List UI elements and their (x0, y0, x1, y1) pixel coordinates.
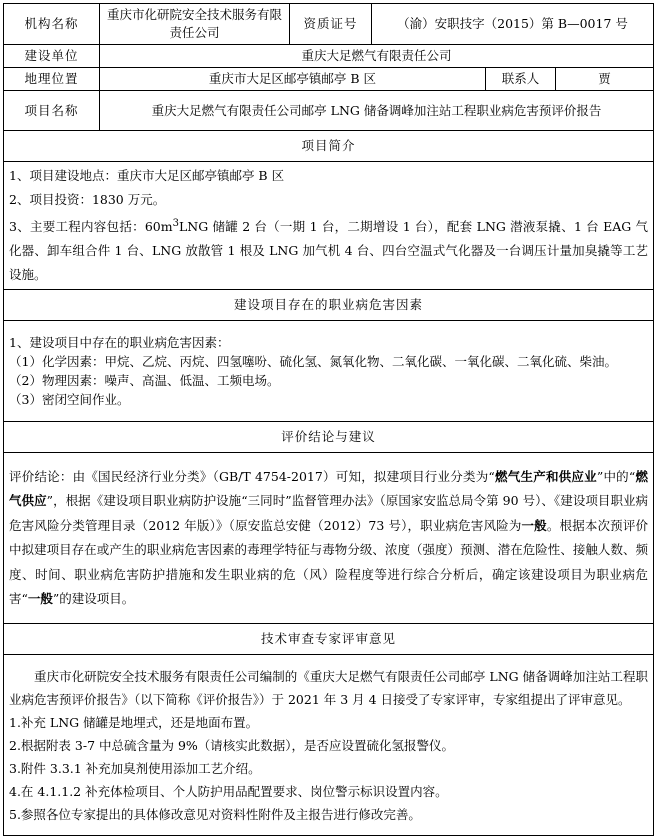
contact-label: 联系人 (486, 68, 556, 91)
location-value: 重庆市大足区邮亭镇邮亭 B 区 (100, 68, 486, 91)
builder-value: 重庆大足燃气有限责任公司 (100, 45, 654, 68)
intro-line-3: 3、主要工程内容包括：$60m^3LNG$ 储罐 2 台（一期 1 台，二期增设 1 台），配套 LNG 潜液泵撬、1 台 EAG 气化器、卸车组合件 1 台、LNG 放散管 1 根及 LNG 加气机 4 台、四台空温式气化器及一台调压计量加臭撬等工艺设施。 (9, 218, 649, 283)
row-hazards-heading (4, 290, 654, 321)
intro-line-1: 1、项目建设地点：重庆市大足区邮亭镇邮亭 B 区 (9, 168, 285, 183)
org-label: 机构名称 (4, 4, 100, 45)
hazards-body (4, 321, 654, 422)
project-label: 项目名称 (4, 91, 100, 131)
row-review-heading (4, 624, 654, 655)
intro-line-2: 2、项目投资：1830 万元。 (9, 192, 166, 207)
row-builder (4, 45, 654, 68)
cert-value: （渝）安职技字（2015）第 B—0017 号 (372, 4, 654, 45)
intro-body (4, 162, 654, 290)
project-info-table (3, 3, 654, 836)
conclusion-paragraph: 评价结论：由《国民经济行业分类》（GB/T 4754-2017）可知，拟建项目行业分类为“燃气生产和供应业”中的“燃气供应”，根据《建设项目职业病防护设施“三同时”监督管理办法》（原国家安监总局令第 90 号）、《建设项目职业病危害风险分类管理目录（2012 年版）》（原安监总安健（2012）73 号），职业病危害风险为一般。根据本次预评价中拟建项目存在或产生的职业病危害因素的毒理学特征与毒物分级、浓度（强度）预测、潜在危险性、接触人数、频度、时间、职业病危害防护措施和发生职业病的危（风）险程度等进行综合分析后，确定该建设项目为职业病危害“一般”的建设项目。 (9, 468, 649, 607)
project-value: 重庆大足燃气有限责任公司邮亭 LNG 储备调峰加注站工程职业病危害预评价报告 (100, 91, 654, 131)
org-value: 重庆市化研院安全技术服务有限责任公司 (100, 4, 290, 45)
intro-heading: 项目简介 (4, 131, 654, 162)
row-intro-heading (4, 131, 654, 162)
row-conclusion-heading (4, 422, 654, 453)
hazards-line-1: 1、建设项目中存在的职业病危害因素： (9, 335, 230, 351)
hazards-line-3: （2）物理因素：噪声、高温、低温、工频电场。 (9, 373, 280, 389)
review-intro: 重庆市化研院安全技术服务有限责任公司编制的《重庆大足燃气有限责任公司邮亭 LNG 储备调峰加注站工程职业病危害预评价报告》（以下简称《评价报告》）于 2021 年 3 月 4 日接受了专家评审，专家组提出了评审意见。 (9, 668, 649, 707)
contact-value: 贾 (556, 68, 654, 91)
builder-label: 建设单位 (4, 45, 100, 68)
review-item-3: 3.附件 3.3.1 补充加臭剂使用添加工艺介绍。 (9, 760, 261, 776)
row-conclusion-body (4, 453, 654, 624)
hazard-class: 一般 (27, 591, 53, 607)
row-review-body (4, 655, 654, 836)
review-item-2: 2.根据附表 3-7 中总硫含量为 9%（请核实此数据），是否应设置硫化氢报警仪。 (9, 737, 455, 753)
review-body (4, 655, 654, 836)
industry-subcategory: 燃气供应 (9, 468, 649, 509)
cert-label: 资质证号 (290, 4, 372, 45)
location-label: 地理位置 (4, 68, 100, 91)
review-item-5: 5.参照各位专家提出的具体修改意见对资料性附件及主报告进行修改完善。 (9, 806, 421, 822)
row-project-name (4, 91, 654, 131)
row-location (4, 68, 654, 91)
review-item-4: 4.在 4.1.1.2 补充体检项目、个人防护用品配置要求、岗位警示标识设置内容。 (9, 783, 448, 799)
conclusion-heading: 评价结论与建议 (4, 422, 654, 453)
hazards-heading: 建设项目存在的职业病危害因素 (4, 290, 654, 321)
row-organization (4, 4, 654, 45)
review-item-1: 1.补充 LNG 储罐是地埋式，还是地面布置。 (9, 714, 259, 730)
review-heading: 技术审查专家评审意见 (4, 624, 654, 655)
risk-level: 一般 (521, 517, 547, 533)
industry-category: 燃气生产和供应业 (494, 468, 597, 484)
hazards-line-4: （3）密闭空间作业。 (9, 392, 130, 408)
conclusion-body (4, 453, 654, 624)
row-hazards-body (4, 321, 654, 422)
row-intro-body (4, 162, 654, 290)
hazards-line-2: （1）化学因素：甲烷、乙烷、丙烷、四氢噻吩、硫化氢、氮氧化物、二氧化碳、一氧化碳、二氧化硫、柴油。 (9, 354, 617, 370)
